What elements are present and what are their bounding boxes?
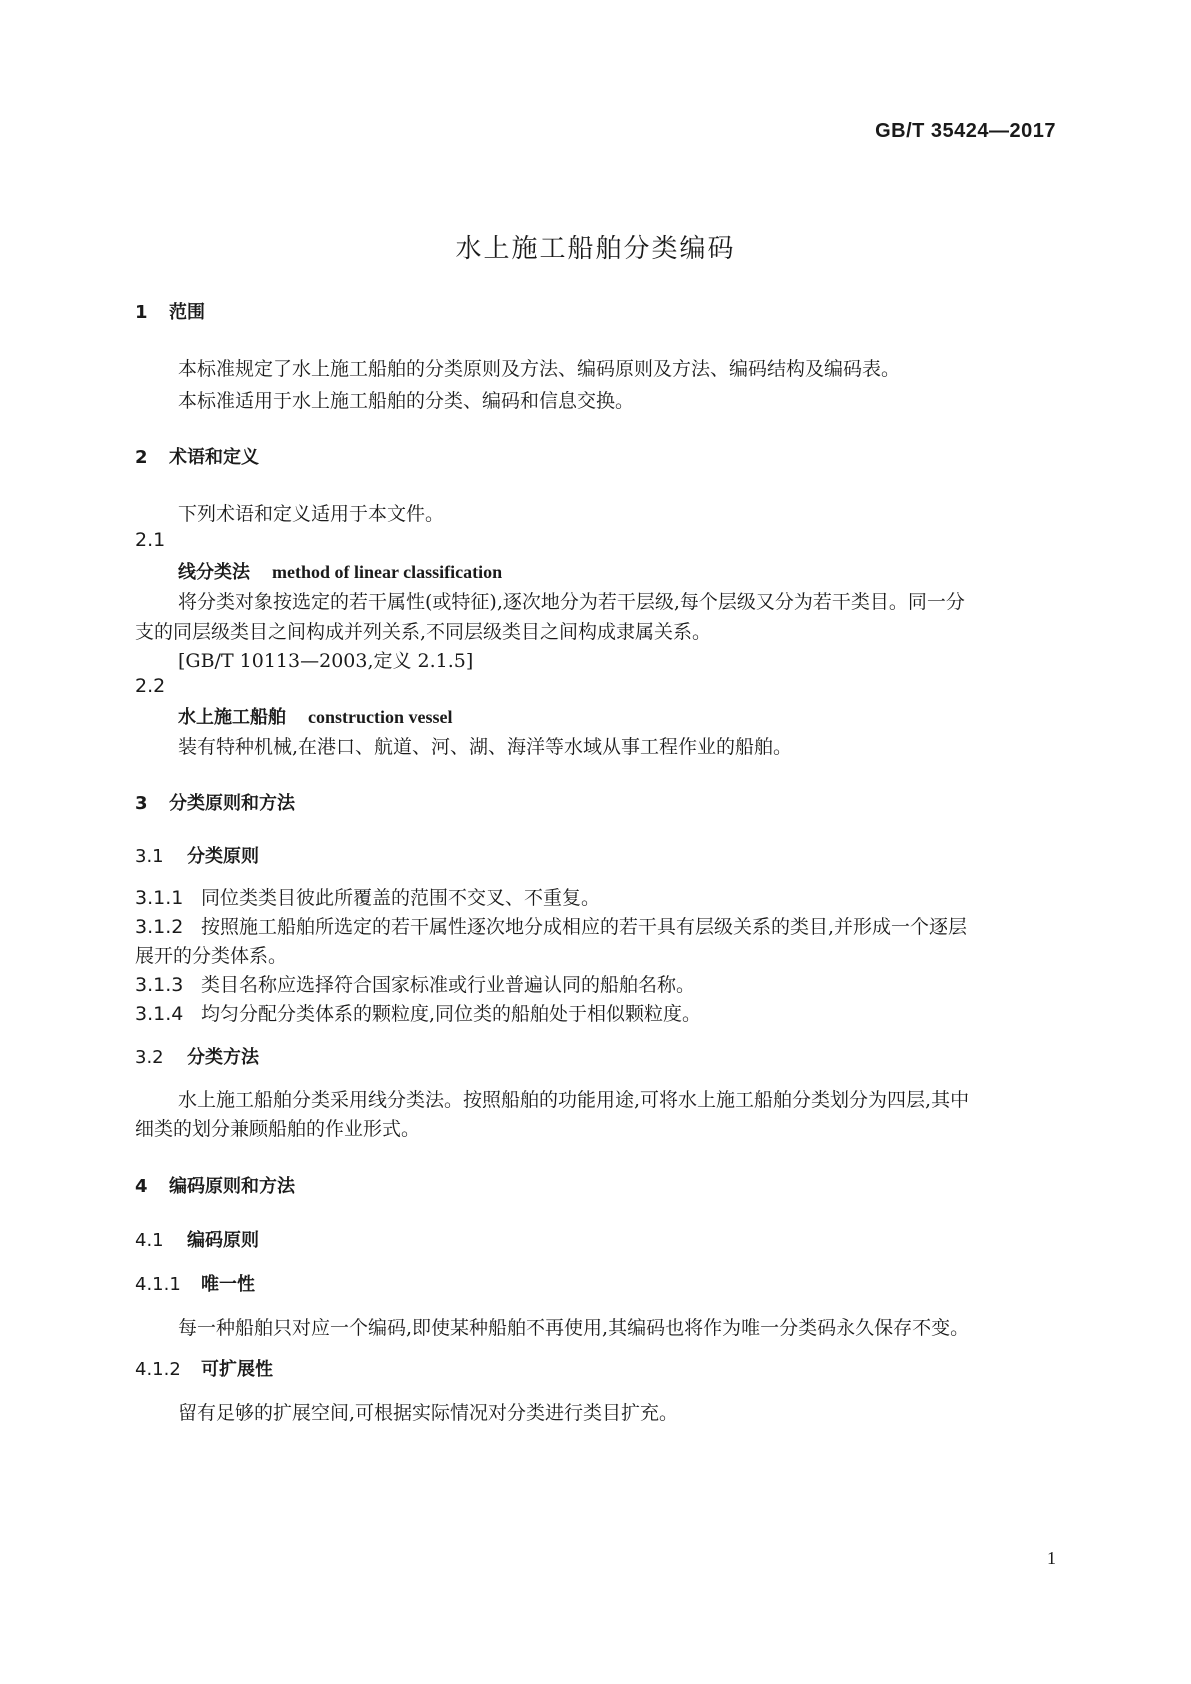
clause-3-1-3 [135, 970, 695, 997]
clause-title: 唯一性 [201, 1274, 255, 1295]
page-number: 1 [1047, 1548, 1056, 1568]
clause-4-1-2-heading [135, 1355, 273, 1381]
section-1-heading [135, 298, 205, 324]
paragraph: 本标准适用于水上施工船舶的分类、编码和信息交换。 [178, 390, 635, 412]
clause-number: 3.1.4 [135, 1003, 184, 1025]
standard-number: GB/T 35424—2017 [875, 120, 1056, 142]
term-english: method of linear classification [272, 562, 503, 582]
clause-number: 3.1.2 [135, 916, 184, 938]
section-number: 4 [135, 1176, 148, 1197]
paragraph: 留有足够的扩展空间,可根据实际情况对分类进行类目扩充。 [178, 1402, 679, 1424]
term-chinese: 线分类法 [178, 562, 250, 583]
section-3-heading [135, 789, 295, 815]
section-2-heading [135, 443, 259, 469]
clause-number: 4.1.1 [135, 1274, 181, 1295]
term-source: [GB/T 10113—2003,定义 2.1.5] [178, 650, 474, 672]
subsection-number: 3.1 [135, 846, 164, 867]
section-4-heading [135, 1172, 295, 1198]
clause-title: 可扩展性 [201, 1359, 273, 1380]
clause-number: 3.1.1 [135, 887, 184, 909]
subsection-4-1-heading [135, 1226, 259, 1252]
term-number: 2.1 [135, 529, 166, 551]
section-number: 3 [135, 793, 148, 814]
clause-text: 按照施工船舶所选定的若干属性逐次地分成相应的若干具有层级关系的类目,并形成一个逐层 [201, 916, 968, 938]
paragraph-continued: 细类的划分兼顾船舶的作业形式。 [135, 1118, 421, 1140]
paragraph: 本标准规定了水上施工船舶的分类原则及方法、编码原则及方法、编码结构及编码表。 [178, 358, 901, 380]
term-chinese: 水上施工船舶 [178, 707, 286, 728]
section-number: 2 [135, 447, 148, 468]
section-title: 术语和定义 [169, 447, 259, 468]
clause-text-continued: 展开的分类体系。 [135, 945, 288, 967]
subsection-number: 3.2 [135, 1047, 164, 1068]
paragraph: 每一种船舶只对应一个编码,即使某种船舶不再使用,其编码也将作为唯一分类码永久保存不变。 [178, 1317, 970, 1339]
term-definition: 将分类对象按选定的若干属性(或特征),逐次地分为若干层级,每个层级又分为若干类目。同一分 [178, 591, 965, 613]
term-entry [178, 558, 502, 584]
clause-3-1-4 [135, 999, 701, 1026]
term-entry [178, 703, 452, 729]
subsection-title: 分类方法 [187, 1047, 259, 1068]
clause-number: 4.1.2 [135, 1359, 181, 1380]
clause-text: 均匀分配分类体系的颗粒度,同位类的船舶处于相似颗粒度。 [201, 1003, 702, 1025]
term-english: construction vessel [308, 707, 453, 727]
section-title: 分类原则和方法 [169, 793, 295, 814]
clause-3-1-2 [135, 912, 967, 939]
term-number: 2.2 [135, 675, 166, 697]
clause-3-1-1 [135, 883, 600, 910]
subsection-title: 分类原则 [187, 846, 259, 867]
subsection-number: 4.1 [135, 1230, 164, 1251]
paragraph: 水上施工船舶分类采用线分类法。按照船舶的功能用途,可将水上施工船舶分类划分为四层,其中 [178, 1089, 970, 1111]
section-title: 编码原则和方法 [169, 1176, 295, 1197]
document-title: 水上施工船舶分类编码 [455, 234, 736, 264]
clause-number: 3.1.3 [135, 974, 184, 996]
clause-text: 同位类类目彼此所覆盖的范围不交叉、不重复。 [201, 887, 601, 909]
clause-4-1-1-heading [135, 1270, 255, 1296]
section-number: 1 [135, 302, 148, 323]
subsection-3-1-heading [135, 842, 259, 868]
paragraph: 下列术语和定义适用于本文件。 [178, 503, 445, 525]
subsection-3-2-heading [135, 1043, 259, 1069]
term-definition: 装有特种机械,在港口、航道、河、湖、海洋等水域从事工程作业的船舶。 [178, 736, 793, 758]
term-definition-continued: 支的同层级类目之间构成并列关系,不同层级类目之间构成隶属关系。 [135, 621, 712, 643]
subsection-title: 编码原则 [187, 1230, 259, 1251]
clause-text: 类目名称应选择符合国家标准或行业普遍认同的船舶名称。 [201, 974, 696, 996]
section-title: 范围 [169, 302, 205, 323]
